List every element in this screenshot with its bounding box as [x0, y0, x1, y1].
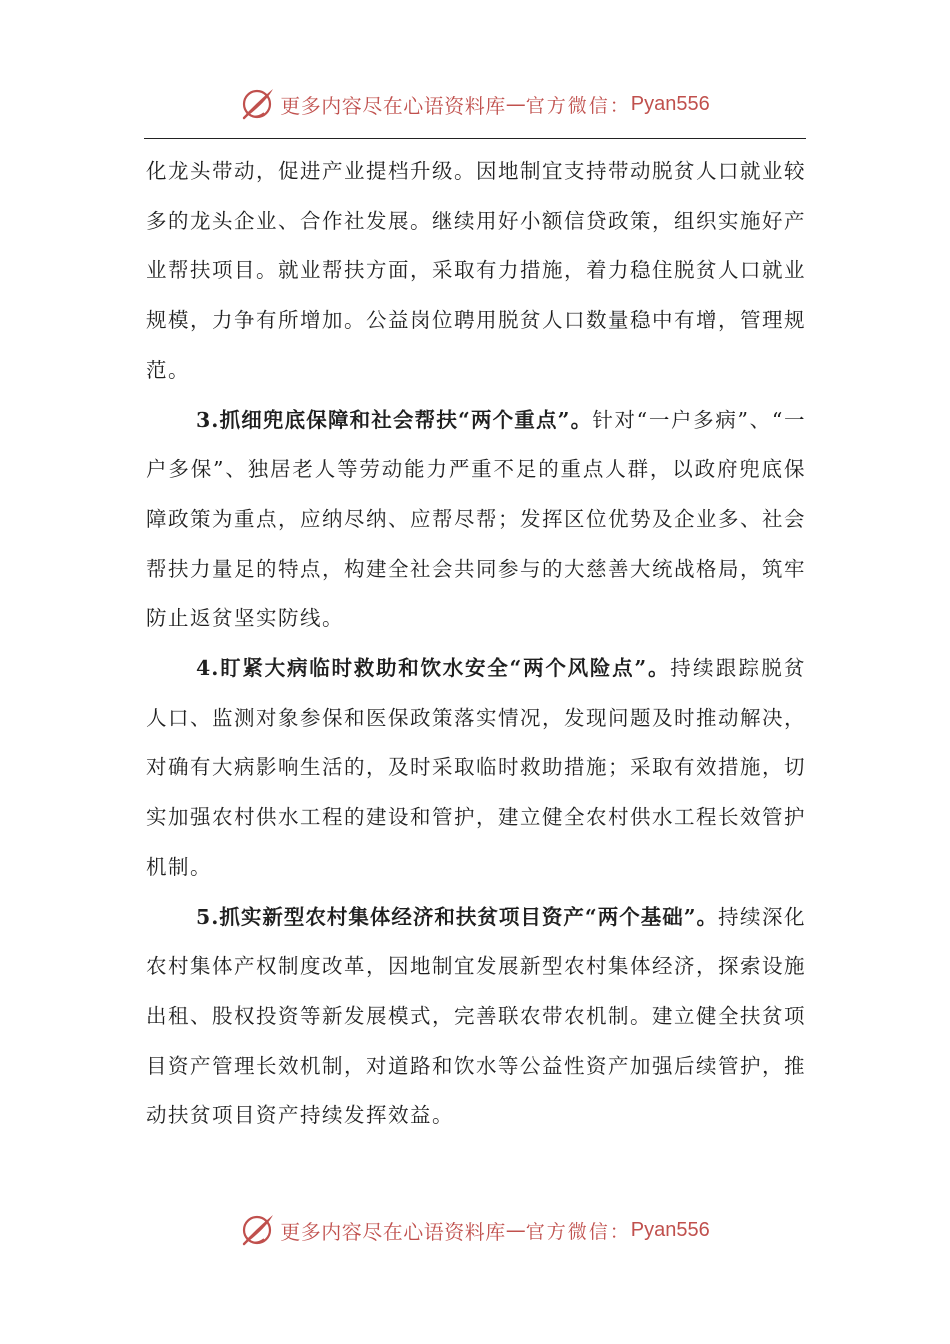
brand-text: 更多内容尽在心语资料库	[280, 93, 506, 118]
item-5-body: 持续深化农村集体产权制度改革，因地制宜发展新型农村集体经济，探索设施出租、股权投资等新发展模式，完善联农带农机制。建立健全扶贫项目资产管理长效机制，对道路和饮水等公益性资产加强后续管护，推动扶贫项目资产持续发挥效益。	[146, 904, 807, 1128]
item-3-heading: 3.抓细兜底保障和社会帮扶“两个重点”。	[196, 407, 593, 432]
paragraph-continuation: 化龙头带动，促进产业提档升级。因地制宜支持带动脱贫人口就业较多的龙头企业、合作社发展。继续用好小额信贷政策，组织实施好产业帮扶项目。就业帮扶方面，采取有力措施，着力稳住脱贫人口就业规模，力争有所增加。公益岗位聘用脱贫人口数量稳中有增，管理规范。	[146, 159, 806, 382]
wechat-id: Pyan556	[630, 92, 710, 115]
quill-pen-logo-icon	[240, 86, 276, 122]
header-banner	[0, 84, 950, 124]
wechat-label: 官方微信：	[525, 1220, 631, 1243]
footer-banner	[0, 1210, 950, 1250]
document-body	[146, 147, 806, 1141]
wechat-id: Pyan556	[630, 1218, 710, 1241]
brand-text: 更多内容尽在心语资料库	[280, 1219, 506, 1244]
paragraph-item-5	[146, 893, 806, 1142]
item-4-heading: 4.盯紧大病临时救助和饮水安全“两个风险点”。	[196, 656, 671, 681]
wechat-label: 官方微信：	[525, 94, 631, 117]
paragraph-item-3	[146, 396, 806, 645]
item-4-body: 持续跟踪脱贫人口、监测对象参保和医保政策落实情况，发现问题及时推动解决，对确有大病影响生活的，及时采取临时救助措施；采取有效措施，切实加强农村供水工程的建设和管护，建立健全农村供水工程长效管护机制。	[146, 656, 807, 879]
item-3-body: 针对“一户多病”、“一户多保”、独居老人等劳动能力严重不足的重点人群，以政府兜底保障政策为重点，应纳尽纳、应帮尽帮；发挥区位优势及企业多、社会帮扶力量足的特点，构建全社会共同参与的大慈善大统战格局，筑牢防止返贫坚实防线。	[146, 407, 806, 631]
paragraph-item-4	[146, 644, 806, 893]
item-5-heading: 5.抓实新型农村集体经济和扶贫项目资产“两个基础”。	[196, 904, 718, 929]
brand-separator: —	[505, 92, 526, 116]
quill-pen-logo-icon	[240, 1212, 276, 1248]
brand-separator: —	[505, 1218, 526, 1242]
header-divider	[144, 138, 806, 139]
